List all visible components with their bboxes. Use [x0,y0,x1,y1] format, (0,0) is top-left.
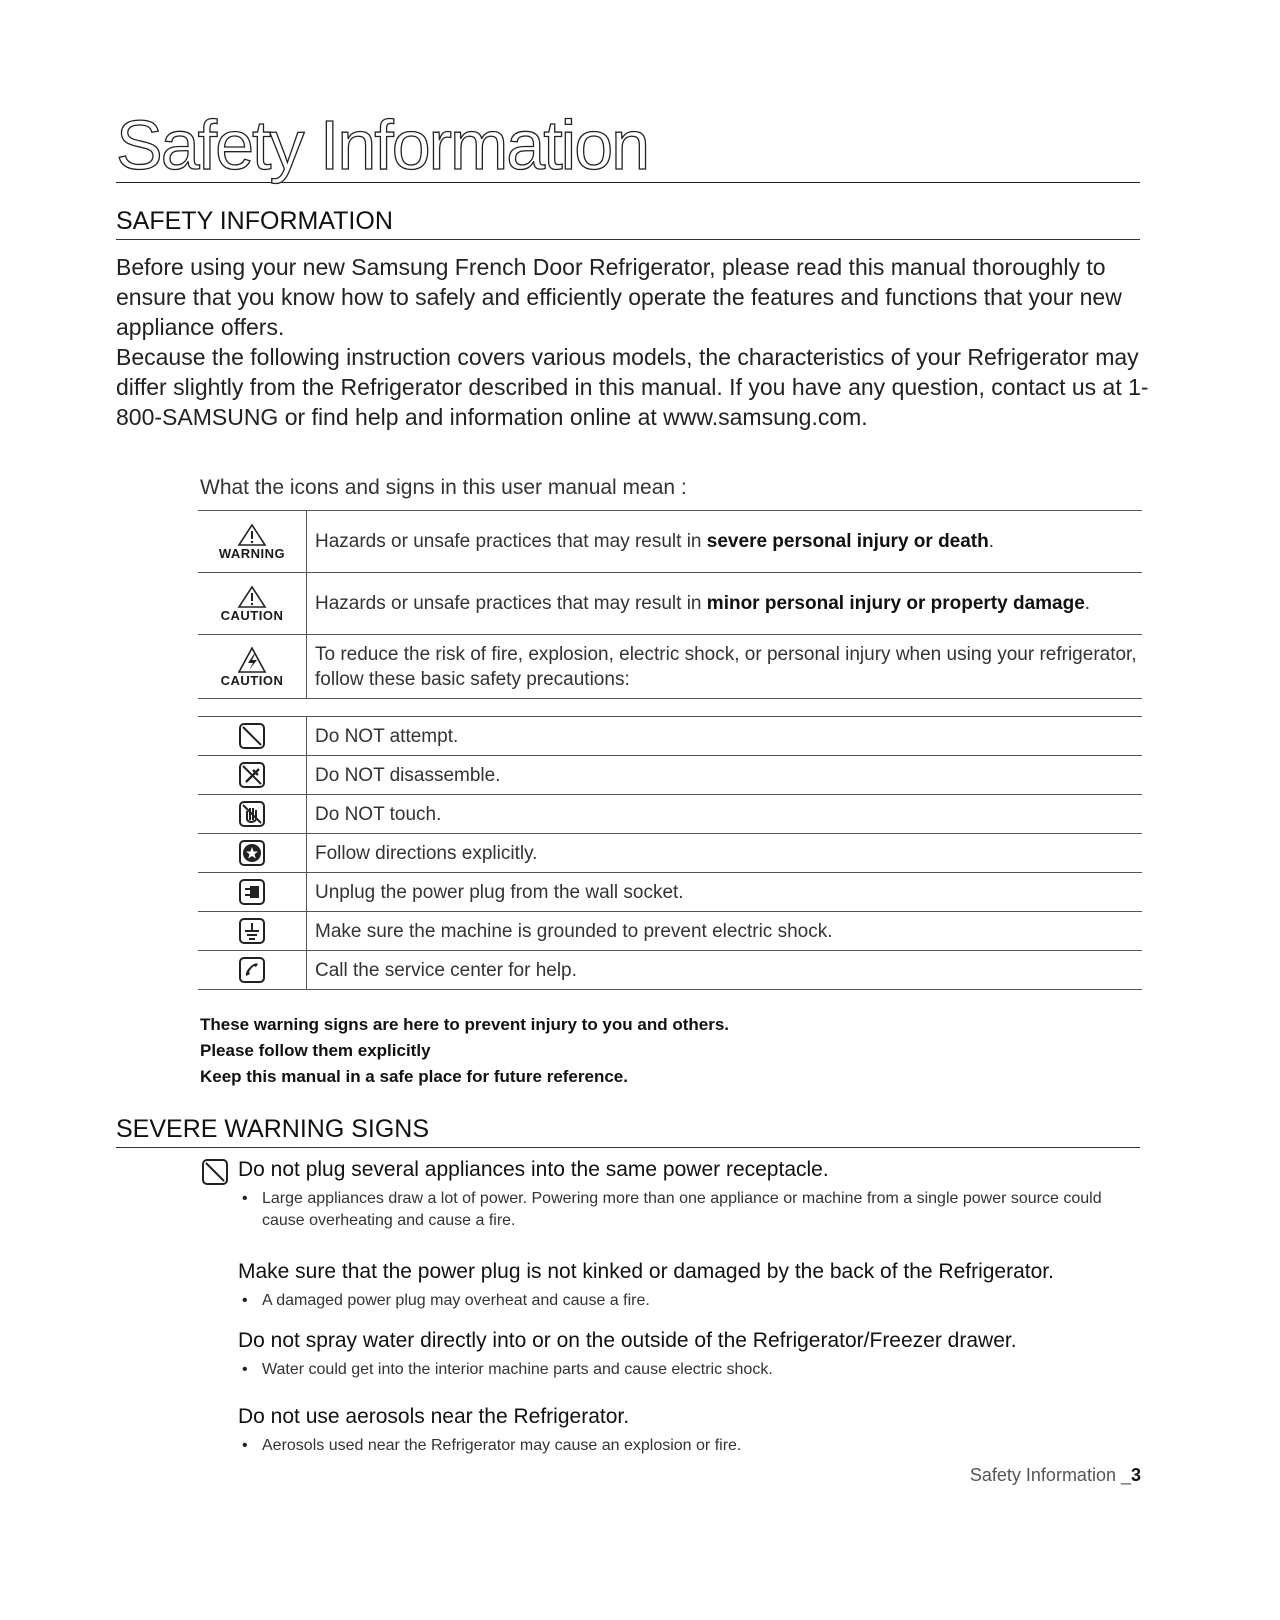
signs-legend-table [198,716,1142,990]
warning-heading: Do not use aerosols near the Refrigerator. [238,1405,630,1428]
hazard-icon-cell [198,511,307,573]
warning-item [238,1327,1148,1381]
hazard-icon-cell [198,573,307,635]
warning-item [238,1156,1148,1232]
sign-text: Do NOT disassemble. [307,756,1143,795]
warning-heading: Do not spray water directly into or on the outside of the Refrigerator/Freezer drawer. [238,1329,1017,1352]
page-footer [970,1465,1141,1486]
page-title: Safety Information [116,110,1140,183]
warning-label: WARNING [218,545,286,561]
hazard-row [198,511,1142,573]
sign-text: Follow directions explicitly. [307,834,1143,873]
sign-row [198,717,1142,756]
warning-heading: Make sure that the power plug is not kinked or damaged by the back of the Refrigerator. [238,1260,1054,1283]
warning-heading: Do not plug several appliances into the same power receptacle. [238,1158,829,1181]
hazard-text: To reduce the risk of fire, explosion, electric shock, or personal injury when using your refrigerator, follow these basic safety precautions: [307,635,1143,699]
ground-icon [238,917,266,945]
hazard-legend-table [198,510,1142,699]
page-number: 3 [1130,1465,1141,1485]
sign-row [198,756,1142,795]
hazard-text: Hazards or unsafe practices that may result in severe personal injury or death. [307,511,1143,573]
intro-paragraph-1: Before using your new Samsung French Door Refrigerator, please read this manual thoroughly to ensure that you know how to safely and efficiently operate the features and functions that your new appliance offers. [116,254,1122,340]
hazard-row [198,573,1142,635]
hazard-emphasis: severe personal injury or death [706,531,989,552]
section-title-safety-information: SAFETY INFORMATION [116,208,1140,240]
sign-text: Do NOT touch. [307,795,1143,834]
warning-item [238,1403,1148,1457]
warning-item [238,1258,1148,1312]
do-not-touch-icon [238,800,266,828]
caution-label: CAUTION [220,607,284,623]
sign-text: Do NOT attempt. [307,717,1143,756]
footer-text: Safety Information _ [969,1465,1131,1485]
warning-bullet: • Large appliances draw a lot of power. Powering more than one appliance or machine from a single power source could cause overheating and cause a fire. [262,1188,1148,1232]
sign-text: Call the service center for help. [307,951,1143,990]
sign-row [198,873,1142,912]
follow-directions-icon [238,839,266,867]
sign-row [198,912,1142,951]
warning-bullet: • Water could get into the interior machine parts and cause electric shock. [262,1359,1148,1381]
caution-label: CAUTION [220,672,284,688]
sign-row [198,951,1142,990]
hazard-emphasis: minor personal injury or property damage [706,593,1085,614]
do-not-attempt-icon [238,722,266,750]
caution-triangle-icon [237,585,267,609]
do-not-disassemble-icon [238,761,266,789]
intro-text [116,252,1156,432]
note-line: Keep this manual in a safe place for future reference. [200,1067,628,1086]
sign-row [198,795,1142,834]
icons-caption: What the icons and signs in this user manual mean : [200,476,687,499]
do-not-attempt-icon [201,1158,229,1186]
section-title-severe-warning-signs: SEVERE WARNING SIGNS [116,1116,1140,1148]
warning-triangle-icon [237,523,267,547]
unplug-icon [238,878,266,906]
sign-text: Make sure the machine is grounded to prevent electric shock. [307,912,1143,951]
electric-shock-triangle-icon [237,646,267,674]
hazard-text: Hazards or unsafe practices that may result in minor personal injury or property damage. [307,573,1143,635]
hazard-row [198,635,1142,699]
warning-notes [200,1012,729,1090]
sign-row [198,834,1142,873]
sign-text: Unplug the power plug from the wall socket. [307,873,1143,912]
hazard-icon-cell [198,635,307,699]
intro-paragraph-2: Because the following instruction covers various models, the characteristics of your Refrigerator may differ slightly from the Refrigerator described in this manual. If you have any question, contact us at 1-800-SAMSUNG or find help and information online at www.samsung.com. [116,344,1149,430]
warning-bullet: • A damaged power plug may overheat and cause a fire. [262,1290,1148,1312]
note-line: Please follow them explicitly [200,1041,431,1060]
warning-bullet: • Aerosols used near the Refrigerator may cause an explosion or fire. [262,1435,1148,1457]
call-service-icon [238,956,266,984]
note-line: These warning signs are here to prevent injury to you and others. [200,1015,730,1034]
